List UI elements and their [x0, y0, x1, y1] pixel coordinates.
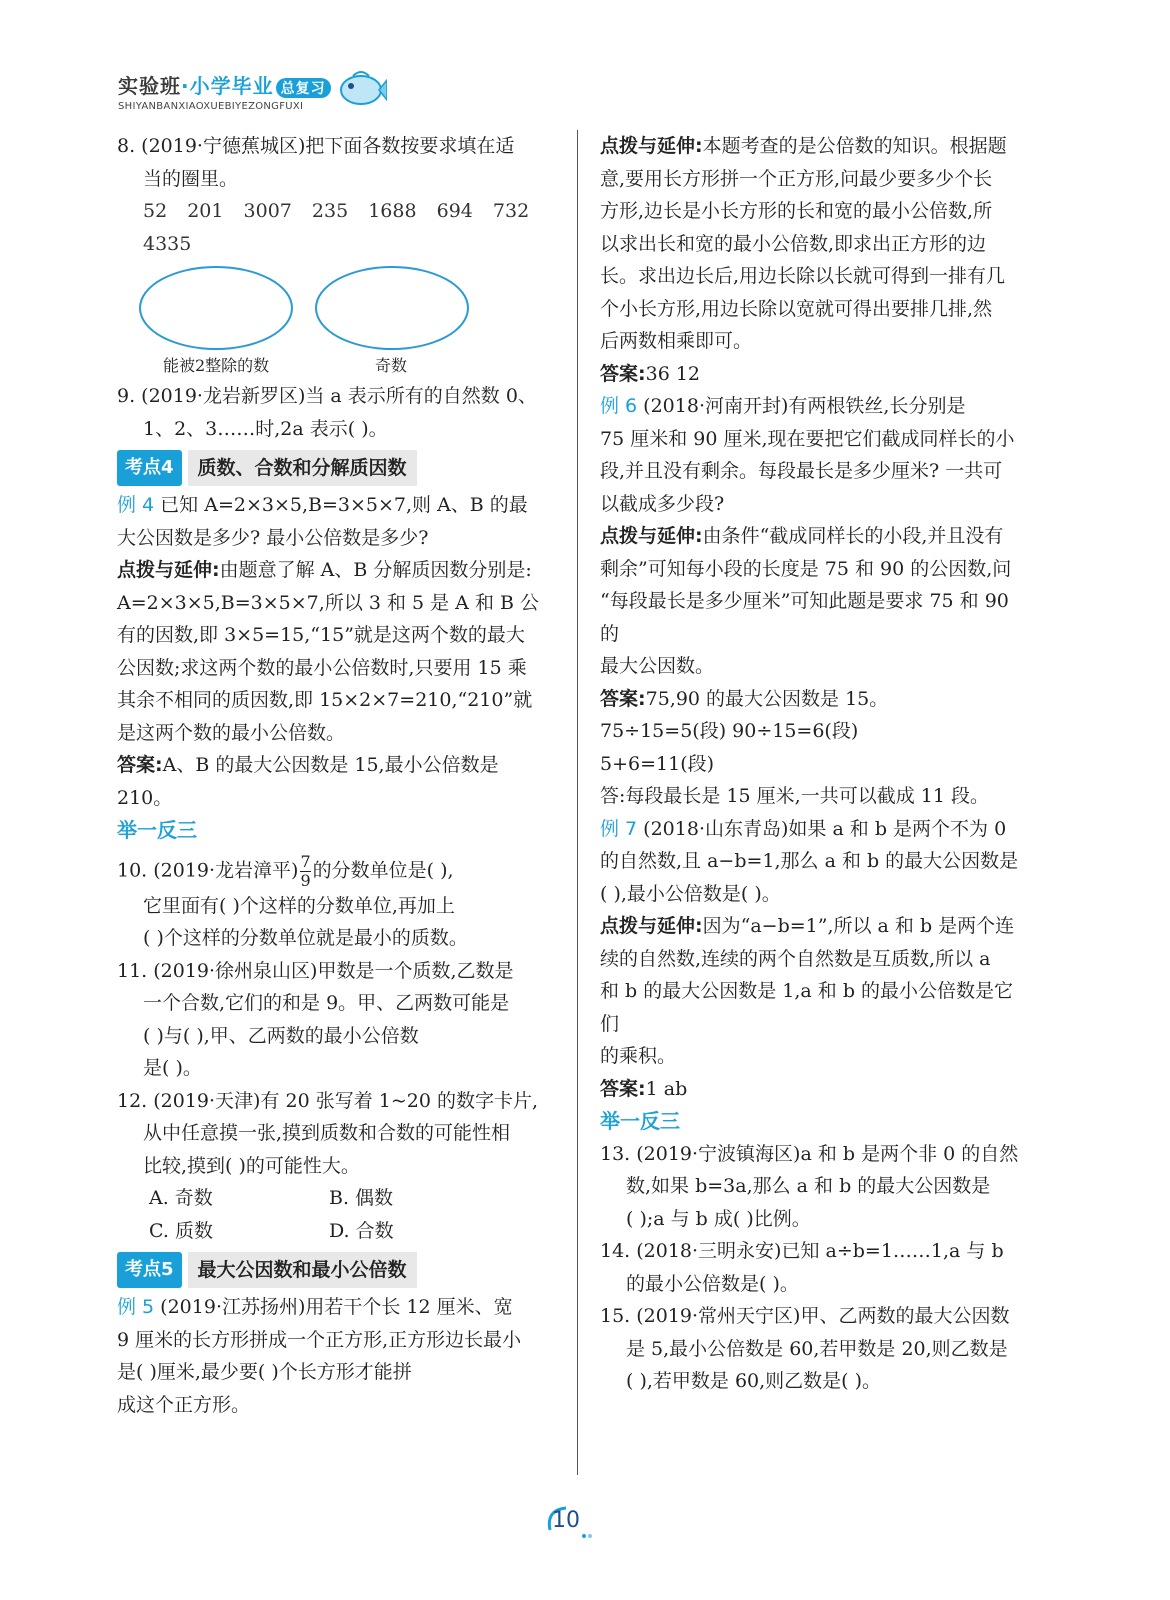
hint-line: 以求出长和宽的最小公倍数,即求出正方形的边 — [600, 232, 987, 255]
q8-ovals — [117, 260, 555, 380]
hint-line: 由题意了解 A、B 分解质因数分别是: — [219, 559, 532, 581]
oval-even-label: 能被2整除的数 — [163, 356, 270, 375]
hint-label: 点拨与延伸: — [600, 135, 703, 157]
example-4 — [117, 489, 555, 522]
answer-text: 36 12 — [645, 362, 701, 385]
hint-line: 是这两个数的最小公倍数。 — [117, 721, 346, 744]
q10-text — [117, 853, 555, 890]
example-6-line2: 75 厘米和 90 厘米,现在要把它们截成同样长的小 — [600, 427, 1015, 450]
q13-line3: ( );a 与 b 成( )比例。 — [626, 1207, 811, 1230]
hint-line: 最大公因数。 — [600, 655, 715, 677]
oval-odd-label: 奇数 — [375, 356, 408, 375]
hint-line: A=2×3×5,B=3×5×7,所以 3 和 5 是 A 和 B 公 — [117, 591, 539, 614]
juyi-heading: 举一反三 — [117, 818, 197, 842]
example-5-hint — [600, 130, 1025, 163]
q12-options-row2 — [117, 1215, 555, 1248]
page-number — [540, 1500, 600, 1550]
example-5-line1: (2019·江苏扬州)用若干个长 12 厘米、宽 — [154, 1296, 513, 1318]
hint-line: 个小长方形,用边长除以宽就可得出要排几排,然 — [600, 297, 993, 320]
example-5-line3: 是( )厘米,最少要( )个长方形才能拼 — [117, 1361, 412, 1383]
answer-label: 答案: — [600, 362, 646, 385]
example-5-answer — [600, 358, 1025, 391]
q8-numbers: 52 201 3007 235 1688 694 732 4335 — [143, 200, 530, 255]
q10-suffix: 的分数单位是( ), — [312, 859, 454, 881]
hint-label: 点拨与延伸: — [600, 915, 703, 937]
hint-line: 其余不相同的质因数,即 15×2×7=210,“210”就 — [117, 689, 533, 711]
right-column — [600, 130, 1025, 1398]
example-6-hint — [600, 520, 1025, 553]
example-6-label: 例 6 — [600, 395, 638, 417]
hint-label: 点拨与延伸: — [600, 525, 703, 547]
q10-prefix: 10. (2019·龙岩漳平) — [117, 859, 299, 881]
answer-text: 75,90 的最大公因数是 15。 — [645, 687, 889, 710]
q10-line3: ( )个这样的分数单位就是最小的质数。 — [143, 927, 468, 949]
option-a[interactable]: A. 奇数 — [149, 1187, 213, 1209]
juyi-heading: 举一反三 — [600, 1109, 680, 1133]
hint-line: 公因数;求这两个数的最小公倍数时,只要用 15 乘 — [117, 656, 527, 679]
hint-line: 和 b 的最大公因数是 1,a 和 b 的最小公倍数是它们 — [600, 980, 1014, 1035]
hint-line: 本题考查的是公倍数的知识。根据题 — [702, 135, 1007, 157]
section-kaodian-5 — [117, 1253, 555, 1287]
left-column — [117, 130, 555, 1421]
answer-label: 答案: — [600, 687, 646, 710]
answer-text: A、B 的最大公因数是 15,最小公倍数是 210。 — [117, 754, 499, 809]
answer-line: 答:每段最长是 15 厘米,一共可以截成 11 段。 — [600, 785, 989, 807]
oval-odd[interactable] — [315, 266, 469, 350]
example-7-hint — [600, 910, 1025, 943]
example-4-line2: 大公因数是多少? 最小公倍数是多少? — [117, 526, 429, 549]
example-6-line3: 段,并且没有剩余。每段最长是多少厘米? 一共可 — [600, 460, 1003, 482]
example-7-line3: ( ),最小公倍数是( )。 — [600, 882, 781, 905]
q13-line2: 数,如果 b=3a,那么 a 和 b 的最大公因数是 — [626, 1175, 991, 1197]
hint-line: 剩余”可知每小段的长度是 75 和 90 的公因数,问 — [600, 557, 1012, 580]
example-5-line4: 成这个正方形。 — [117, 1393, 251, 1416]
q10-fraction — [300, 853, 310, 890]
column-divider — [577, 130, 578, 1475]
q12-line2: 从中任意摸一张,摸到质数和合数的可能性相 — [143, 1122, 511, 1144]
hint-line: 的乘积。 — [600, 1045, 677, 1067]
brand-badge: 总复习 — [276, 78, 331, 98]
example-5-label: 例 5 — [117, 1296, 155, 1318]
example-4-answer — [117, 749, 555, 814]
brand-pinyin: SHIYANBANXIAOXUEBIYEZONGFUXI — [118, 101, 304, 112]
example-4-hint — [117, 554, 555, 587]
example-5 — [117, 1291, 555, 1324]
section-kaodian-4 — [117, 451, 555, 485]
example-5-line2: 9 厘米的长方形拼成一个正方形,正方形边长最小 — [117, 1328, 522, 1351]
hint-line: 长。求出边长后,用边长除以长就可得到一排有几 — [600, 265, 1006, 287]
answer-text: 1 ab — [645, 1077, 688, 1100]
q15-text: 15. (2019·常州天宁区)甲、乙两数的最大公因数 — [600, 1305, 1010, 1327]
hint-line: 意,要用长方形拼一个正方形,问最少要多少个长 — [600, 167, 993, 190]
q11-line3: ( )与( ),甲、乙两数的最小公倍数 — [143, 1024, 419, 1047]
kaodian-4-tag: 考点4 — [117, 450, 182, 487]
option-c[interactable]: C. 质数 — [149, 1219, 213, 1242]
q15-line2: 是 5,最小公倍数是 60,若甲数是 20,则乙数是 — [626, 1337, 1008, 1360]
q9-text: 9. (2019·龙岩新罗区)当 a 表示所有的自然数 0、 — [117, 385, 537, 407]
q14-line2: 的最小公倍数是( )。 — [626, 1272, 799, 1295]
hint-line: 续的自然数,连续的两个自然数是互质数,所以 a — [600, 947, 991, 970]
q12-options-row1 — [117, 1182, 555, 1215]
page-number-text: 10 — [552, 1508, 580, 1533]
q8-text-cont: 当的圈里。 — [143, 167, 239, 190]
hint-line: “每段最长是多少厘米”可知此题是要求 75 和 90 的 — [600, 590, 1009, 645]
hint-label: 点拨与延伸: — [117, 559, 220, 581]
q15-line3: ( ),若甲数是 60,则乙数是( )。 — [626, 1370, 882, 1392]
example-6 — [600, 390, 1025, 423]
example-7-line2: 的自然数,且 a−b=1,那么 a 和 b 的最大公因数是 — [600, 850, 1019, 872]
q12-line3: 比较,摸到( )的可能性大。 — [143, 1154, 360, 1177]
q8-text: 8. (2019·宁德蕉城区)把下面各数按要求填在适 — [117, 135, 515, 157]
option-d[interactable]: D. 合数 — [329, 1219, 394, 1242]
q14-text: 14. (2018·三明永安)已知 a÷b=1……1,a 与 b — [600, 1240, 1004, 1262]
example-6-line4: 以截成多少段? — [600, 492, 725, 515]
example-7 — [600, 813, 1025, 846]
q11-line4: 是( )。 — [143, 1057, 202, 1079]
fraction-numerator: 7 — [300, 851, 311, 871]
option-b[interactable]: B. 偶数 — [329, 1187, 394, 1209]
example-4-label: 例 4 — [117, 494, 155, 516]
example-7-line1: (2018·山东青岛)如果 a 和 b 是两个不为 0 — [637, 817, 1007, 840]
brand-main: 实验班 — [118, 74, 181, 98]
q13-text: 13. (2019·宁波镇海区)a 和 b 是两个非 0 的自然 — [600, 1142, 1019, 1165]
kaodian-5-title: 最大公因数和最小公倍数 — [188, 1252, 417, 1289]
example-7-answer — [600, 1073, 1025, 1106]
fraction-denominator: 9 — [300, 870, 311, 890]
answer-label: 答案: — [600, 1077, 646, 1100]
hint-line: 有的因数,即 3×5=15,“15”就是这两个数的最大 — [117, 624, 525, 646]
fish-mascot-icon — [335, 68, 387, 112]
example-7-label: 例 7 — [600, 817, 638, 840]
hint-line: 因为“a−b=1”,所以 a 和 b 是两个连 — [702, 915, 1015, 937]
q11-text: 11. (2019·徐州泉山区)甲数是一个质数,乙数是 — [117, 959, 514, 982]
answer-line: 5+6=11(段) — [600, 752, 715, 775]
answer-line: 75÷15=5(段) 90÷15=6(段) — [600, 720, 859, 742]
example-6-answer — [600, 683, 1025, 716]
kaodian-4-title: 质数、合数和分解质因数 — [188, 450, 417, 487]
example-6-line1: (2018·河南开封)有两根铁丝,长分别是 — [637, 395, 966, 417]
answer-label: 答案: — [117, 754, 163, 776]
hint-line: 方形,边长是小长方形的长和宽的最小公倍数,所 — [600, 200, 993, 222]
oval-even[interactable] — [139, 266, 293, 350]
kaodian-5-tag: 考点5 — [117, 1252, 182, 1289]
example-4-line1: 已知 A=2×3×5,B=3×5×7,则 A、B 的最 — [154, 494, 528, 516]
q12-text: 12. (2019·天津)有 20 张写着 1~20 的数字卡片, — [117, 1089, 539, 1112]
hint-line: 由条件“截成同样长的小段,并且没有 — [702, 525, 1004, 547]
q11-line2: 一个合数,它们的和是 9。甲、乙两数可能是 — [143, 992, 510, 1014]
q9-text-cont: 1、2、3……时,2a 表示( )。 — [143, 417, 388, 440]
hint-line: 后两数相乘即可。 — [600, 330, 753, 352]
q10-line2: 它里面有( )个这样的分数单位,再加上 — [143, 894, 455, 917]
brand-sub: ·小学毕业 — [181, 74, 274, 98]
